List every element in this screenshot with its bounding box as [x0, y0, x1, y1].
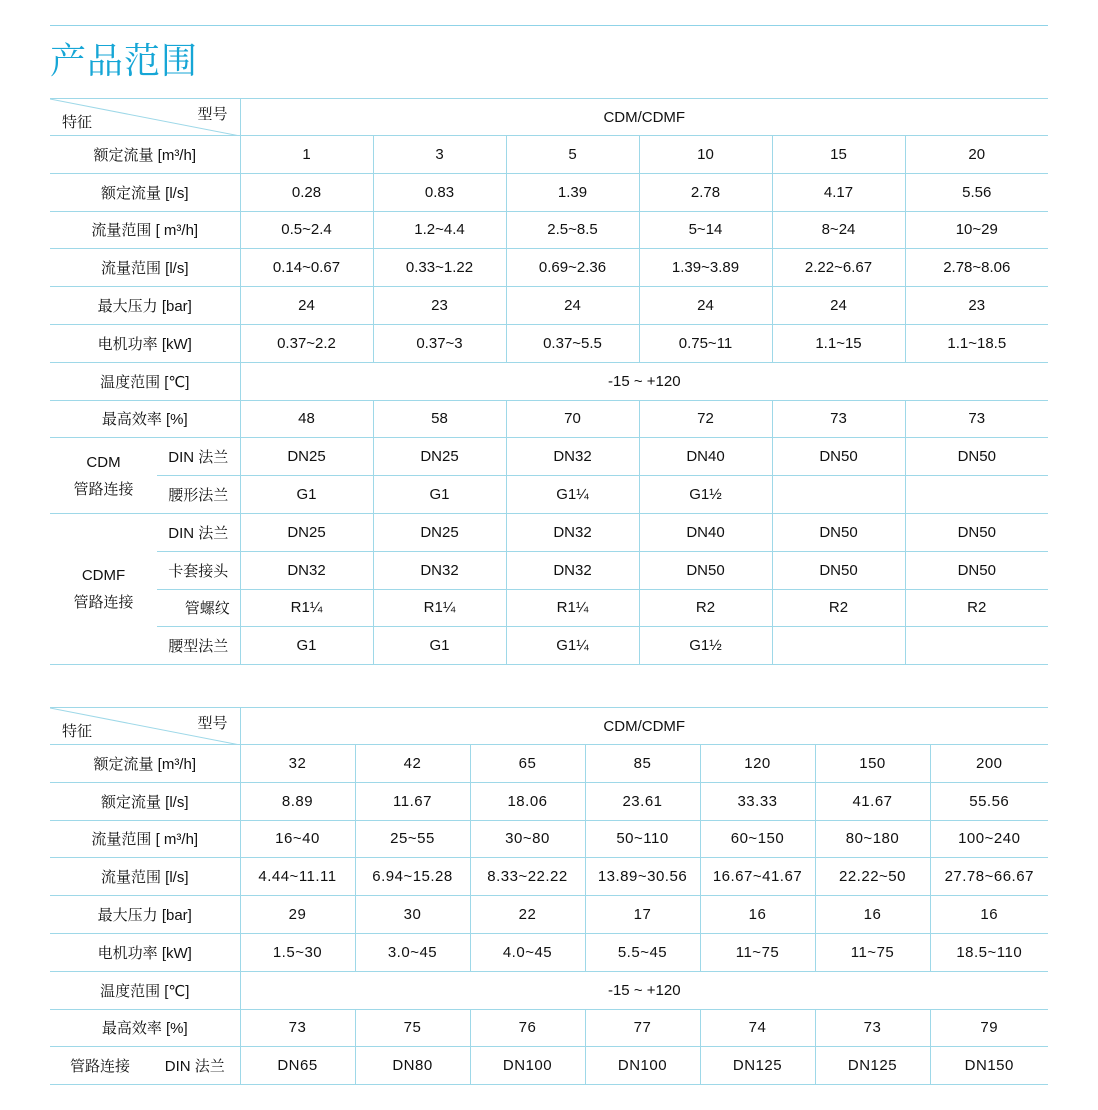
value-cell: DN40 [639, 438, 772, 476]
value-cell: 23 [905, 287, 1048, 325]
value-cell: 74 [700, 1009, 815, 1047]
value-cell: 1.5~30 [240, 933, 355, 971]
value-cell: 60~150 [700, 820, 815, 858]
value-cell: DN32 [240, 551, 373, 589]
value-cell: R1¼ [506, 589, 639, 627]
value-cell: DN100 [470, 1047, 585, 1085]
value-cell: 1.1~18.5 [905, 324, 1048, 362]
sub-row-label: DIN 法兰 [150, 1047, 240, 1085]
sub-row-label: DIN 法兰 [157, 438, 240, 476]
value-cell: DN125 [700, 1047, 815, 1085]
value-cell: 5.5~45 [585, 933, 700, 971]
value-cell: 0.37~5.5 [506, 324, 639, 362]
table-row [50, 287, 1048, 325]
value-cell: 65 [470, 745, 585, 783]
value-cell: DN50 [772, 438, 905, 476]
value-cell: 0.37~2.2 [240, 324, 373, 362]
value-cell: 85 [585, 745, 700, 783]
value-cell: 75 [355, 1009, 470, 1047]
temp-range-cell: -15 ~ +120 [240, 362, 1048, 400]
table-row [50, 173, 1048, 211]
model-label: 型号 [197, 106, 228, 123]
value-cell: DN50 [905, 438, 1048, 476]
value-cell: 4.17 [772, 173, 905, 211]
value-cell: 10~29 [905, 211, 1048, 249]
pipe-group-label: 管路连接 [50, 1047, 150, 1085]
table-row [50, 438, 1048, 476]
value-cell: G1 [373, 627, 506, 665]
value-cell: 0.75~11 [639, 324, 772, 362]
value-cell: G1¼ [506, 627, 639, 665]
row-label: 温度范围 [℃] [50, 971, 240, 1009]
value-cell: DN25 [373, 438, 506, 476]
value-cell: 10 [639, 136, 772, 174]
value-cell: 15 [772, 136, 905, 174]
value-cell: DN50 [772, 513, 905, 551]
table-row [50, 1009, 1048, 1047]
value-cell: DN150 [930, 1047, 1048, 1085]
value-cell: 27.78~66.67 [930, 858, 1048, 896]
value-cell: 30 [355, 896, 470, 934]
cdmf-group-label [50, 513, 157, 664]
value-cell: 3 [373, 136, 506, 174]
row-label: 额定流量 [m³/h] [50, 136, 240, 174]
value-cell: 73 [240, 1009, 355, 1047]
value-cell: 41.67 [815, 782, 930, 820]
model-label: 型号 [197, 715, 228, 732]
row-label: 流量范围 [l/s] [50, 858, 240, 896]
sub-row-label: 卡套接头 [157, 551, 240, 589]
value-cell: 29 [240, 896, 355, 934]
row-label: 电机功率 [kW] [50, 324, 240, 362]
value-cell: 1.2~4.4 [373, 211, 506, 249]
row-label: 流量范围 [ m³/h] [50, 820, 240, 858]
spec-table-2 [50, 707, 1048, 1085]
top-divider [50, 25, 1048, 26]
value-cell: 100~240 [930, 820, 1048, 858]
value-cell: DN25 [240, 513, 373, 551]
sub-row-label: 腰形法兰 [157, 476, 240, 514]
table-row [50, 400, 1048, 438]
table-row [50, 1047, 1048, 1085]
value-cell: 11.67 [355, 782, 470, 820]
row-label: 额定流量 [l/s] [50, 782, 240, 820]
value-cell [772, 627, 905, 665]
value-cell: 0.28 [240, 173, 373, 211]
spec-table-2-body [50, 708, 1048, 1085]
value-cell: 18.5~110 [930, 933, 1048, 971]
value-cell: 16~40 [240, 820, 355, 858]
corner-header-cell [50, 99, 240, 136]
group-line: CDMF [81, 567, 126, 585]
temp-range-cell: -15 ~ +120 [240, 971, 1048, 1009]
value-cell [772, 476, 905, 514]
table-header-row [50, 708, 1048, 745]
value-cell: 24 [506, 287, 639, 325]
spec-table-1 [50, 98, 1048, 665]
table-row [50, 745, 1048, 783]
table-row [50, 782, 1048, 820]
value-cell: DN80 [355, 1047, 470, 1085]
value-cell: DN50 [905, 513, 1048, 551]
value-cell: DN50 [772, 551, 905, 589]
feature-label: 特征 [62, 114, 93, 131]
value-cell: DN25 [373, 513, 506, 551]
value-cell: G1 [373, 476, 506, 514]
value-cell: 8~24 [772, 211, 905, 249]
value-cell: 77 [585, 1009, 700, 1047]
value-cell: 73 [905, 400, 1048, 438]
value-cell: 24 [772, 287, 905, 325]
value-cell: 200 [930, 745, 1048, 783]
value-cell: 58 [373, 400, 506, 438]
value-cell: 2.78 [639, 173, 772, 211]
value-cell: 79 [930, 1009, 1048, 1047]
corner-header-cell [50, 708, 240, 745]
feature-label: 特征 [62, 723, 93, 740]
value-cell: 11~75 [815, 933, 930, 971]
row-label: 最大压力 [bar] [50, 287, 240, 325]
value-cell: 16 [700, 896, 815, 934]
value-cell: 5~14 [639, 211, 772, 249]
value-cell: DN50 [639, 551, 772, 589]
value-cell: 120 [700, 745, 815, 783]
value-cell: G1 [240, 627, 373, 665]
value-cell: 5.56 [905, 173, 1048, 211]
value-cell: G1¼ [506, 476, 639, 514]
value-cell [905, 476, 1048, 514]
value-cell: DN125 [815, 1047, 930, 1085]
value-cell: 24 [240, 287, 373, 325]
value-cell: R2 [639, 589, 772, 627]
value-cell: 20 [905, 136, 1048, 174]
value-cell: 1.1~15 [772, 324, 905, 362]
value-cell: 42 [355, 745, 470, 783]
row-label: 最大压力 [bar] [50, 896, 240, 934]
table-header-row [50, 99, 1048, 136]
value-cell: 4.0~45 [470, 933, 585, 971]
value-cell: 18.06 [470, 782, 585, 820]
value-cell: 70 [506, 400, 639, 438]
value-cell [905, 627, 1048, 665]
value-cell: 22 [470, 896, 585, 934]
value-cell: DN25 [240, 438, 373, 476]
value-cell: 0.14~0.67 [240, 249, 373, 287]
row-label: 电机功率 [kW] [50, 933, 240, 971]
value-cell: 73 [815, 1009, 930, 1047]
value-cell: 2.22~6.67 [772, 249, 905, 287]
value-cell: 0.83 [373, 173, 506, 211]
value-cell: 80~180 [815, 820, 930, 858]
sub-row-label: 管螺纹 [157, 589, 240, 627]
spec-table-1-body [50, 99, 1048, 665]
value-cell: 16 [930, 896, 1048, 934]
value-cell: 23.61 [585, 782, 700, 820]
value-cell: 32 [240, 745, 355, 783]
table-row [50, 589, 1048, 627]
value-cell: 33.33 [700, 782, 815, 820]
table-row [50, 933, 1048, 971]
cdm-group-label [50, 438, 157, 514]
group-line: 管路连接 [73, 480, 134, 498]
value-cell: DN65 [240, 1047, 355, 1085]
value-cell: G1 [240, 476, 373, 514]
value-cell: R1¼ [240, 589, 373, 627]
value-cell: 5 [506, 136, 639, 174]
table-row [50, 971, 1048, 1009]
series-header-cell: CDM/CDMF [240, 99, 1048, 136]
value-cell: 16 [815, 896, 930, 934]
row-label: 最高效率 [%] [50, 1009, 240, 1047]
group-line: CDM [86, 453, 121, 471]
value-cell: 3.0~45 [355, 933, 470, 971]
value-cell: DN32 [506, 438, 639, 476]
value-cell: R1¼ [373, 589, 506, 627]
table-row [50, 249, 1048, 287]
value-cell: 24 [639, 287, 772, 325]
value-cell: 11~75 [700, 933, 815, 971]
value-cell: 0.5~2.4 [240, 211, 373, 249]
table-row [50, 896, 1048, 934]
row-label: 流量范围 [l/s] [50, 249, 240, 287]
table-row [50, 211, 1048, 249]
value-cell: 17 [585, 896, 700, 934]
table-row [50, 136, 1048, 174]
sub-row-label: DIN 法兰 [157, 513, 240, 551]
value-cell: 13.89~30.56 [585, 858, 700, 896]
value-cell: 1 [240, 136, 373, 174]
value-cell: DN40 [639, 513, 772, 551]
value-cell: 25~55 [355, 820, 470, 858]
row-label: 温度范围 [℃] [50, 362, 240, 400]
value-cell: DN50 [905, 551, 1048, 589]
table-row [50, 551, 1048, 589]
value-cell: DN32 [373, 551, 506, 589]
value-cell: 2.5~8.5 [506, 211, 639, 249]
value-cell: 30~80 [470, 820, 585, 858]
page-title: 产品范围 [50, 40, 199, 81]
value-cell: 73 [772, 400, 905, 438]
value-cell: R2 [772, 589, 905, 627]
value-cell: DN32 [506, 551, 639, 589]
row-label: 额定流量 [m³/h] [50, 745, 240, 783]
value-cell: 0.69~2.36 [506, 249, 639, 287]
table-row [50, 513, 1048, 551]
value-cell: 23 [373, 287, 506, 325]
table-row [50, 858, 1048, 896]
table-row [50, 820, 1048, 858]
value-cell: 48 [240, 400, 373, 438]
value-cell: DN32 [506, 513, 639, 551]
value-cell: 8.33~22.22 [470, 858, 585, 896]
value-cell: 1.39 [506, 173, 639, 211]
value-cell: 55.56 [930, 782, 1048, 820]
table-row [50, 476, 1048, 514]
row-label: 最高效率 [%] [50, 400, 240, 438]
value-cell: G1½ [639, 627, 772, 665]
series-header-cell: CDM/CDMF [240, 708, 1048, 745]
value-cell: 16.67~41.67 [700, 858, 815, 896]
value-cell: 76 [470, 1009, 585, 1047]
value-cell: 4.44~11.11 [240, 858, 355, 896]
value-cell: 72 [639, 400, 772, 438]
value-cell: 150 [815, 745, 930, 783]
value-cell: 22.22~50 [815, 858, 930, 896]
value-cell: R2 [905, 589, 1048, 627]
value-cell: DN100 [585, 1047, 700, 1085]
value-cell: 6.94~15.28 [355, 858, 470, 896]
value-cell: 1.39~3.89 [639, 249, 772, 287]
table-row [50, 627, 1048, 665]
row-label: 流量范围 [ m³/h] [50, 211, 240, 249]
value-cell: 50~110 [585, 820, 700, 858]
value-cell: 0.33~1.22 [373, 249, 506, 287]
value-cell: G1½ [639, 476, 772, 514]
value-cell: 8.89 [240, 782, 355, 820]
table-row [50, 324, 1048, 362]
sub-row-label: 腰型法兰 [157, 627, 240, 665]
value-cell: 0.37~3 [373, 324, 506, 362]
group-line: 管路连接 [73, 594, 134, 612]
value-cell: 2.78~8.06 [905, 249, 1048, 287]
row-label: 额定流量 [l/s] [50, 173, 240, 211]
table-row [50, 362, 1048, 400]
